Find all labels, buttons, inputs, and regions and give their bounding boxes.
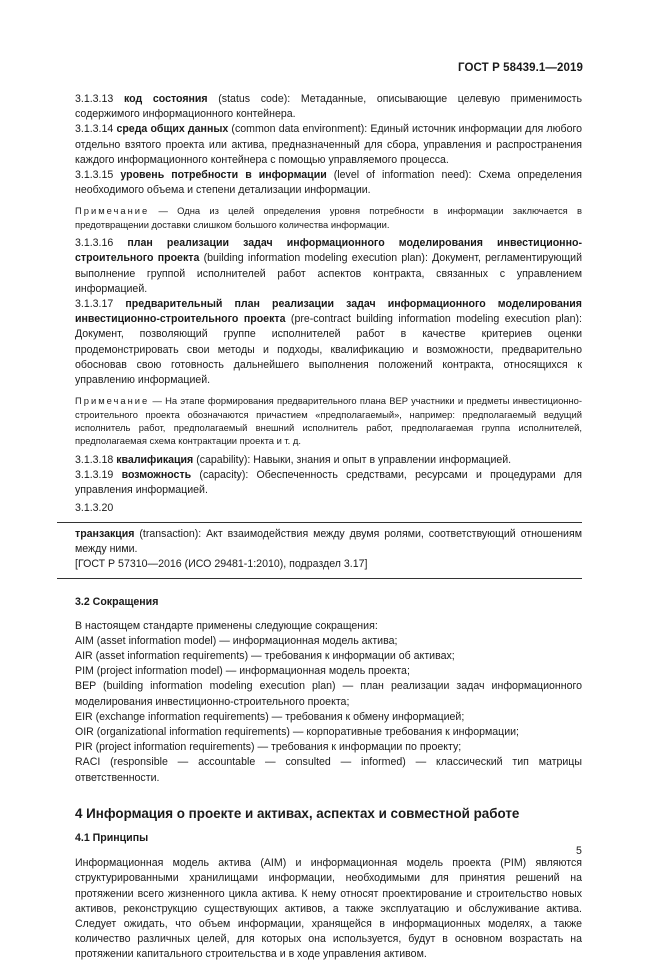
abbreviation-item: PIM (project information model) — информационная модель проекта; — [75, 665, 410, 678]
section-4-1-heading: 4.1 Принципы — [75, 831, 149, 844]
term-name: транзакция — [75, 527, 135, 540]
term-3-1-3-20 — [75, 527, 582, 557]
section-4-1-paragraph: Информационная модель актива (AIM) и информационная модель проекта (PIM) являются структурированными хранилищами информации, необходимыми для принятия решений на протяжении всего жизненного цикла актива. К нему относят проектирование и строительство новых активов, реконструкцию существующих активов, а также эксплуатацию и обслуживание актива. Следует ожидать, что объем информации, хранящейся в информационных моделях, а также количество различных целей, для которых она используется, будут в основном возрастать на протяжении капитального строительства и в ходе управления активом. — [75, 857, 582, 961]
abbreviations-list — [75, 634, 582, 786]
term-number: 3.1.3.13 — [75, 93, 114, 105]
term-definition: (building information modeling execution plan): Документ, регламентирующий выполнение группой исполнителей работ аспектов контракта, связанных с управлением информацией. — [75, 252, 582, 295]
section-4-heading: 4 Информация о проекте и активах, аспектах и совместной работе — [75, 805, 520, 821]
note-text: — Одна из целей определения уровня потребности в информации заключается в предотвращении доставки слишком большого количества информации. — [75, 205, 582, 230]
term-definition: (capability): Навыки, знания и опыт в управлении информацией. — [193, 453, 512, 466]
term-name: план реализации задач информационного моделирования инвестиционно-строительного проекта — [75, 237, 582, 265]
term-definition: (common data environment): Единый источник информации для любого отдельно взятого проекта или актива, предназначенный для сбора, управления и распространения каждого информационного контейнера с помощью управляемого процесса. — [75, 123, 582, 166]
page-number: 5 — [576, 845, 582, 857]
abbreviation-item: PIR (project information requirements) — требования к информации по проекту; — [75, 741, 462, 754]
section-3-2-heading: 3.2 Сокращения — [75, 596, 159, 609]
term-3-1-3-18 — [75, 453, 582, 468]
term-3-1-3-15 — [75, 168, 582, 198]
term-3-1-3-13 — [75, 92, 582, 122]
term-number: 3.1.3.15 — [75, 169, 114, 182]
note-3-1-3-17 — [75, 394, 582, 448]
abbreviation-item: RACI (responsible — accountable — consulted — informed) — классический тип матрицы ответственности. — [75, 756, 582, 784]
term-3-1-3-16 — [75, 236, 582, 297]
abbreviation-item: EIR (exchange information requirements) — требования к обмену информацией; — [75, 710, 465, 723]
standard-header: ГОСТ Р 58439.1—2019 — [458, 62, 583, 74]
note-label: Примечание — [75, 205, 150, 217]
note-3-1-3-15 — [75, 204, 582, 231]
term-3-1-3-20-number: 3.1.3.20 — [75, 501, 114, 514]
term-name: среда общих данных — [116, 123, 229, 136]
note-label: Примечание — [75, 395, 150, 407]
term-definition: (pre-contract building information modeling execution plan): Документ, позволяющий группе исполнителей работ в качестве критериев оценки продемонстрировать свои методы и подходы, квалификацию и возможности, предварительно обосновав свою готовность дальнейшего выполнения положений контракта, относящихся к управлению информацией. — [75, 313, 582, 387]
term-3-1-3-20-box — [57, 522, 582, 580]
term-3-1-3-19 — [75, 468, 582, 498]
abbreviation-item: OIR (organizational information requirements) — корпоративные требования к информации; — [75, 725, 519, 738]
abbreviation-item: AIR (asset information requirements) — требования к информации об активах; — [75, 649, 455, 662]
term-name: уровень потребности в информации — [120, 169, 327, 182]
abbreviation-item: BEP (building information modeling execution plan) — план реализации задач информационного моделирования инвестиционно-строительного проекта; — [75, 680, 582, 708]
term-definition: (level of information need): Схема определения необходимого объема и степени детализации информации. — [75, 169, 582, 197]
term-name: код состояния — [123, 93, 208, 105]
term-number: 3.1.3.16 — [75, 237, 114, 250]
abbreviation-item: AIM (asset information model) — информационная модель актива; — [75, 634, 398, 647]
term-source-reference: [ГОСТ Р 57310—2016 (ИСО 29481-1:2010), подраздел 3.17] — [75, 558, 368, 571]
term-number: 3.1.3.18 — [75, 453, 114, 466]
term-definition: (transaction): Акт взаимодействия между двумя ролями, соответствующий отношениям между ними. — [75, 527, 582, 555]
note-text: — На этапе формирования предварительного плана BEP участники и предметы инвестиционно-строительного проекта обозначаются причастием «предполагаемый», например: предполагаемый ведущий исполнитель работ, предполагаемый внешний исполнитель работ, предполагаемая группа исполнителей, предполагаемая схема контрактации проекта и т. д. — [75, 395, 582, 447]
term-number: 3.1.3.17 — [75, 298, 114, 311]
term-number: 3.1.3.14 — [75, 123, 114, 136]
abbreviations-intro: В настоящем стандарте применены следующие сокращения: — [75, 619, 378, 632]
term-3-1-3-14 — [75, 122, 582, 168]
term-name: возможность — [121, 469, 192, 482]
page-content — [75, 92, 582, 963]
term-name: предварительный план реализации задач информационного моделирования инвестиционно-строительного проекта — [75, 298, 582, 326]
term-definition: (capacity): Обеспеченность средствами, ресурсами и процедурами для управления информацией. — [75, 469, 582, 497]
term-3-1-3-17 — [75, 297, 582, 388]
term-number: 3.1.3.19 — [75, 469, 114, 482]
term-name: квалификация — [116, 453, 194, 466]
term-definition: (status code): Метаданные, описывающие целевую применимость содержимого информационного контейнера. — [75, 93, 582, 121]
